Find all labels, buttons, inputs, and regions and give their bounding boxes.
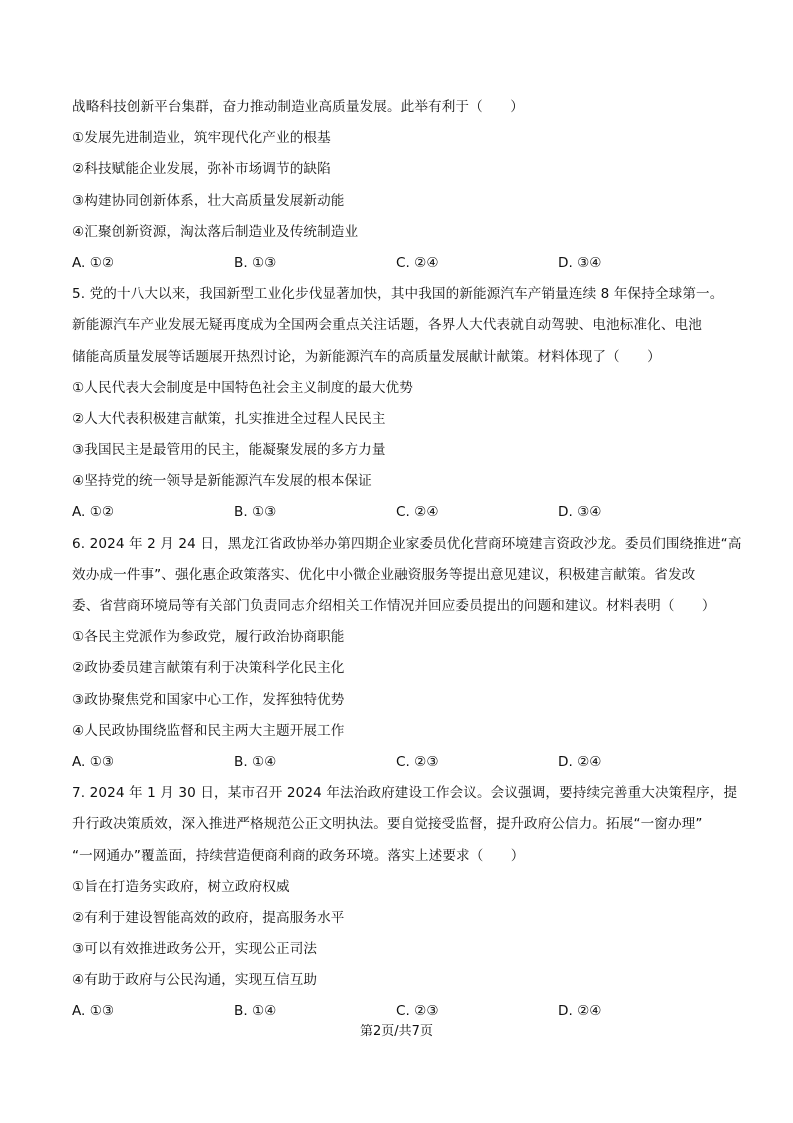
statement-item: ④汇聚创新资源，淘汰落后制造业及传统制造业 <box>72 223 359 240</box>
statement-item: ③政协聚焦党和国家中心工作，发挥独特优势 <box>72 691 345 708</box>
option-d[interactable]: D. ②④ <box>558 753 602 770</box>
option-a[interactable]: A. ①③ <box>72 753 115 770</box>
option-c[interactable]: C. ②④ <box>396 504 439 521</box>
statement-item: ④有助于政府与公民沟通，实现互信互助 <box>72 972 318 989</box>
page-content <box>72 92 742 1028</box>
option-d[interactable]: D. ③④ <box>558 504 602 521</box>
option-a[interactable]: A. ①② <box>72 254 115 271</box>
answer-options <box>72 497 732 528</box>
page-number-footer: 第2页/共7页 <box>360 1024 433 1039</box>
question-5 <box>72 279 732 529</box>
statement-item: ④人民政协围绕监督和民主两大主题开展工作 <box>72 722 345 739</box>
question-4-tail <box>72 92 732 279</box>
option-d[interactable]: D. ②④ <box>558 1003 602 1020</box>
question-stem-line: 新能源汽车产业发展无疑再度成为全国两会重点关注话题，各界人大代表就自动驾驶、电池标准化、电池 <box>72 317 702 334</box>
statement-item: ②科技赋能企业发展，弥补市场调节的缺陷 <box>72 161 331 178</box>
option-c[interactable]: C. ②③ <box>396 753 439 770</box>
statement-item: ④坚持党的统一领导是新能源汽车发展的根本保证 <box>72 473 372 490</box>
statement-item: ②人大代表积极建言献策，扎实推进全过程人民民主 <box>72 410 386 427</box>
question-stem-line: 效办成一件事”、强化惠企政策落实、优化中小微企业融资服务等提出意见建议，积极建言献策。省发改 <box>72 566 696 583</box>
statement-item: ①人民代表大会制度是中国特色社会主义制度的最大优势 <box>72 379 413 396</box>
statement-item: ③我国民主是最管用的民主，能凝聚发展的多方力量 <box>72 442 386 459</box>
statement-item: ①发展先进制造业，筑牢现代化产业的根基 <box>72 130 331 147</box>
statement-item: ①旨在打造务实政府，树立政府权威 <box>72 878 290 895</box>
statement-item: ③可以有效推进政务公开，实现公正司法 <box>72 941 318 958</box>
option-b[interactable]: B. ①③ <box>234 254 277 271</box>
option-a[interactable]: A. ①② <box>72 504 115 521</box>
question-stem-line: 委、省营商环境局等有关部门负责同志介绍相关工作情况并回应委员提出的问题和建议。材料表明（ ） <box>72 598 716 614</box>
question-stem-line: “一网通办”覆盖面，持续营造便商利商的政务环境。落实上述要求（ ） <box>72 847 525 864</box>
option-d[interactable]: D. ③④ <box>558 254 602 271</box>
answer-options <box>72 747 732 778</box>
statement-item: ①各民主党派作为参政党，履行政治协商职能 <box>72 629 345 646</box>
question-stem-line: 7. 2024 年 1 月 30 日，某市召开 2024 年法治政府建设工作会议。会议强调，要持续完善重大决策程序，提 <box>72 785 738 802</box>
question-stem-line: 升行政决策质效，深入推进严格规范公正文明执法。要自觉接受监督，提升政府公信力。拓展“一窗办理” <box>72 816 703 833</box>
statement-item: ②政协委员建言献策有利于决策科学化民主化 <box>72 660 345 677</box>
option-b[interactable]: B. ①④ <box>234 1003 277 1020</box>
statement-item: ③构建协同创新体系，壮大高质量发展新动能 <box>72 192 345 209</box>
question-stem-line: 储能高质量发展等话题展开热烈讨论，为新能源汽车的高质量发展献计献策。材料体现了（ ） <box>72 348 661 365</box>
option-b[interactable]: B. ①③ <box>234 504 277 521</box>
option-c[interactable]: C. ②④ <box>396 254 439 271</box>
statement-item: ②有利于建设智能高效的政府，提高服务水平 <box>72 909 345 926</box>
question-stem-line: 6. 2024 年 2 月 24 日，黑龙江省政协举办第四期企业家委员优化营商环境建言资政沙龙。委员们围绕推进“高 <box>72 535 742 552</box>
option-b[interactable]: B. ①④ <box>234 753 277 770</box>
question-7 <box>72 778 738 1028</box>
question-stem-line: 战略科技创新平台集群，奋力推动制造业高质量发展。此举有利于（ ） <box>72 99 524 115</box>
question-stem-line: 5. 党的十八大以来，我国新型工业化步伐显著加快，其中我国的新能源汽车产销量连续 8 年保持全球第一。 <box>72 286 724 303</box>
option-c[interactable]: C. ②③ <box>396 1003 439 1020</box>
answer-options <box>72 248 732 279</box>
question-6 <box>72 529 742 779</box>
option-a[interactable]: A. ①③ <box>72 1003 115 1020</box>
